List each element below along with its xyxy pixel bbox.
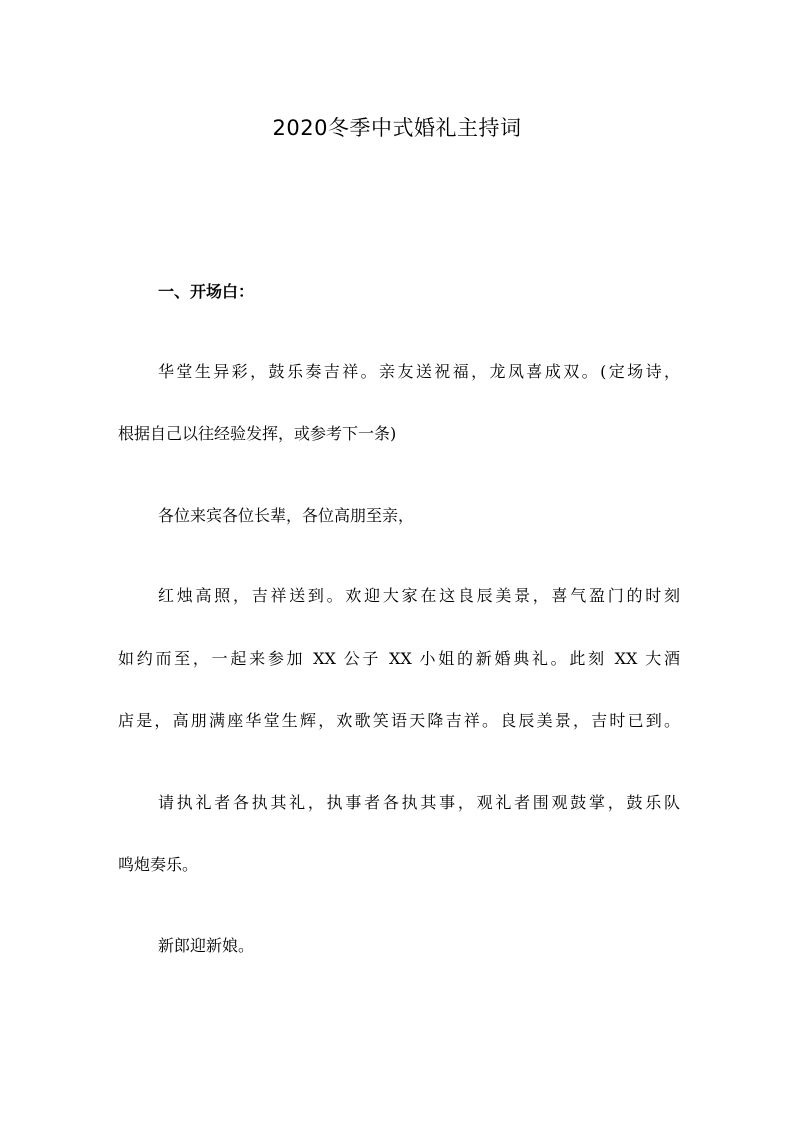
paragraph-4-line-1: 请执礼者各执其礼，执事者各执其事，观礼者围观鼓掌，鼓乐队 <box>158 793 680 812</box>
paragraph-3-line-1: 红烛高照，吉祥送到。欢迎大家在这良辰美景，喜气盈门的时刻 <box>158 586 680 605</box>
paragraph-1-line-1: 华堂生异彩，鼓乐奏吉祥。亲友送祝福，龙凤喜成双。(定场诗， <box>158 362 680 381</box>
paragraph-2-line-1: 各位来宾各位长辈，各位高朋至亲， <box>158 506 415 525</box>
paragraph-5-line-1: 新郎迎新娘。 <box>158 936 255 955</box>
paragraph-4-line-2: 鸣炮奏乐。 <box>118 855 199 874</box>
paragraph-3-line-2: 如约而至，一起来参加 XX 公子 XX 小姐的新婚典礼。此刻 XX 大酒 <box>118 649 680 668</box>
section-heading: 一、开场白： <box>158 282 255 301</box>
document-title: 2020冬季中式婚礼主持词 <box>272 116 522 140</box>
paragraph-1-line-2: 根据自己以往经验发挥，或参考下一条) <box>118 424 397 443</box>
paragraph-3-line-3: 店是，高朋满座华堂生辉，欢歌笑语天降吉祥。良辰美景，吉时已到。 <box>118 711 680 730</box>
